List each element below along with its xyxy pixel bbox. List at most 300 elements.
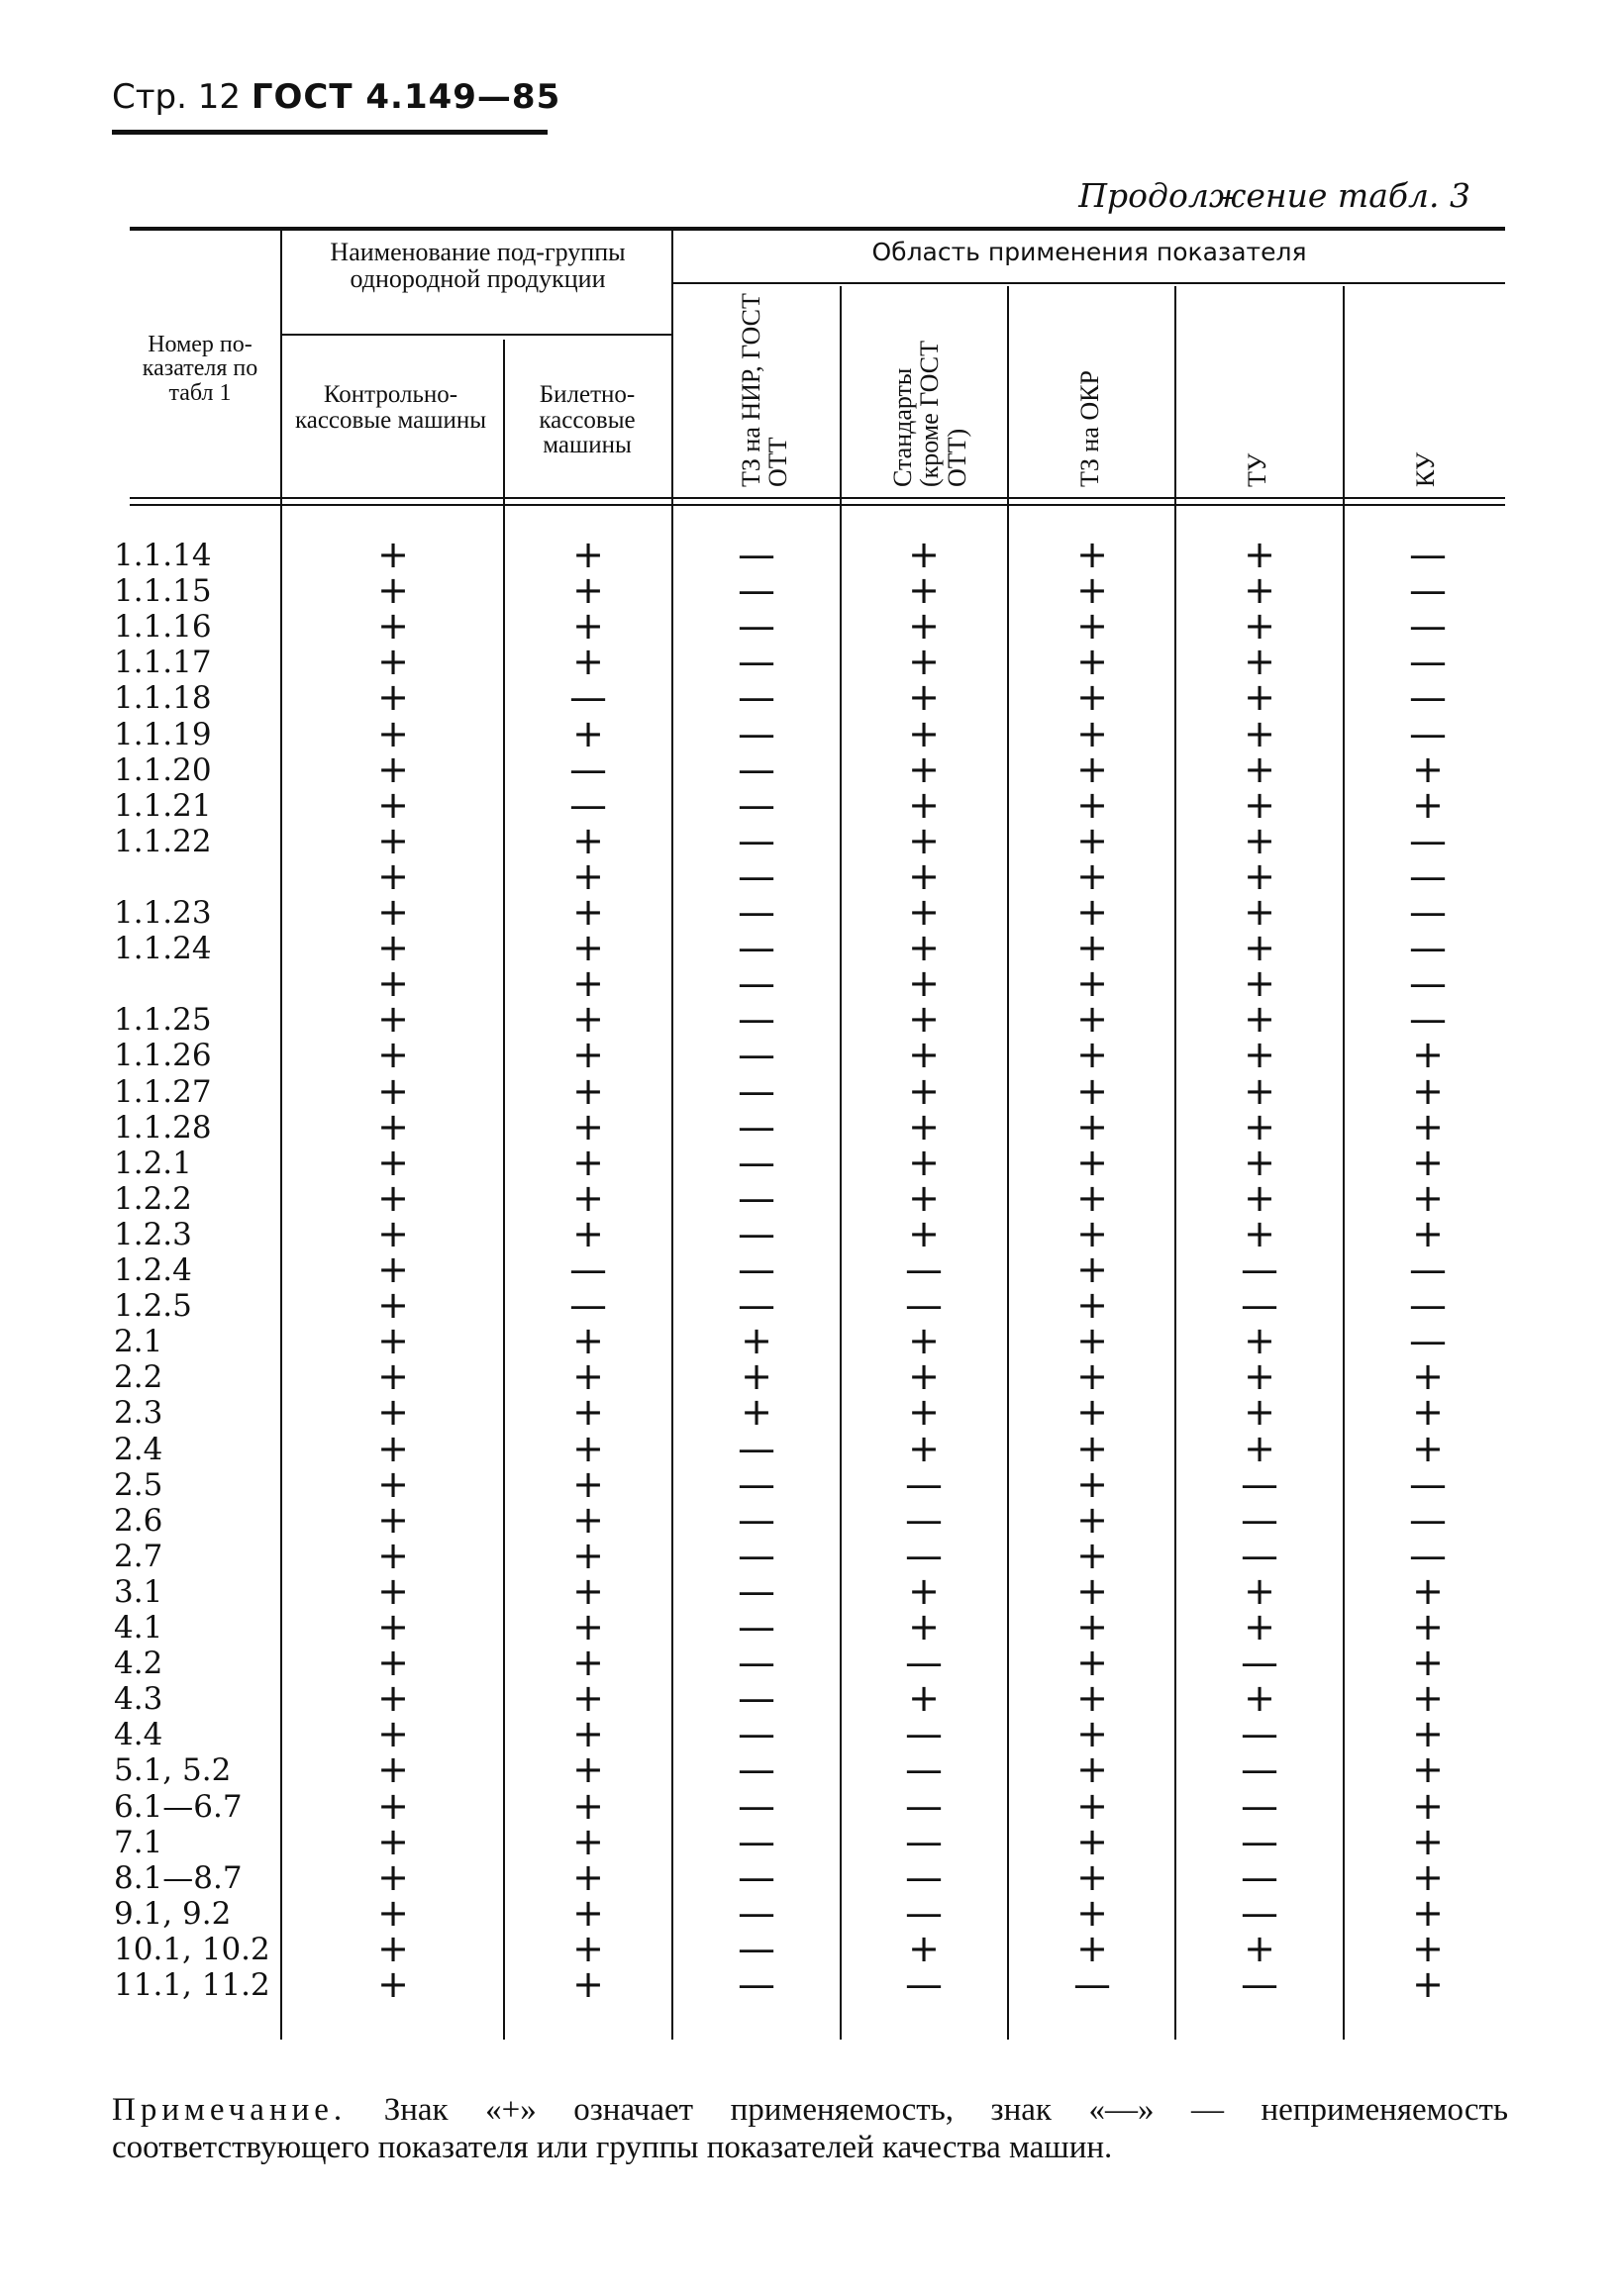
plus-mark: + <box>1244 1140 1275 1184</box>
plus-mark: + <box>908 1354 940 1399</box>
plus-mark: + <box>1244 890 1275 934</box>
dash-mark: — <box>905 1747 943 1792</box>
plus-mark: + <box>377 1068 409 1113</box>
dash-mark: — <box>1241 1783 1278 1828</box>
plus-mark: + <box>1412 1676 1444 1721</box>
row-label: 1.1.22 <box>114 823 212 859</box>
plus-mark: + <box>1076 926 1108 970</box>
plus-mark: + <box>1076 747 1108 791</box>
dash-mark: — <box>738 1605 775 1648</box>
plus-mark: + <box>1244 1568 1275 1613</box>
dash-mark: — <box>1241 1890 1278 1935</box>
dash-mark: — <box>1241 1533 1278 1577</box>
plus-mark: + <box>1412 1890 1444 1935</box>
col-header-tz-nir: ТЗ на НИР, ГОСТ ОТТ <box>737 293 793 487</box>
page-number: Стр. 12 <box>112 77 242 117</box>
dash-mark: — <box>738 1854 775 1899</box>
dash-mark: — <box>1241 1641 1278 1685</box>
plus-mark: + <box>1076 1248 1108 1291</box>
col-header-standards: Стандарты (кроме ГОСТ ОТТ) <box>888 341 971 487</box>
dash-mark: — <box>1409 1497 1447 1542</box>
plus-mark: + <box>1076 675 1108 720</box>
col-header-tu: ТУ <box>1243 452 1271 487</box>
plus-mark: + <box>572 1390 604 1435</box>
dash-mark: — <box>738 1283 775 1328</box>
row-label: 1.1.27 <box>114 1073 212 1110</box>
plus-mark: + <box>1244 926 1275 970</box>
header-bottom-rule <box>130 497 1505 499</box>
row-label: 1.1.14 <box>114 538 212 573</box>
plus-mark: + <box>1244 1175 1275 1220</box>
plus-mark: + <box>1412 1962 1444 2006</box>
plus-mark: + <box>908 1033 940 1077</box>
row-label: 3.1 <box>114 1573 163 1610</box>
plus-mark: + <box>1076 533 1108 576</box>
plus-mark: + <box>1076 1426 1108 1470</box>
dash-mark: — <box>1409 1319 1447 1363</box>
plus-mark: + <box>377 853 409 898</box>
dash-mark: — <box>738 1819 775 1863</box>
standard-number: ГОСТ 4.149—85 <box>251 77 561 117</box>
plus-mark: + <box>572 890 604 934</box>
row-label: 7.1 <box>114 1824 163 1860</box>
row-label: 1.1.20 <box>114 751 212 788</box>
dash-mark: — <box>738 961 775 1006</box>
row-label: 2.2 <box>114 1359 163 1396</box>
dash-mark: — <box>738 1497 775 1542</box>
dash-mark: — <box>905 1533 943 1577</box>
plus-mark: + <box>377 1140 409 1184</box>
dash-mark: — <box>1409 997 1447 1042</box>
plus-mark: + <box>1076 782 1108 827</box>
plus-mark: + <box>377 1497 409 1542</box>
row-label: 4.1 <box>114 1610 163 1646</box>
row-label: 6.1—6.7 <box>114 1788 243 1825</box>
dash-mark: — <box>738 997 775 1042</box>
row-label: 1.1.23 <box>114 895 212 931</box>
plus-mark: + <box>572 1568 604 1613</box>
plus-mark: + <box>1076 1140 1108 1184</box>
table-top-rule <box>130 227 1505 231</box>
plus-mark: + <box>908 1605 940 1648</box>
dash-mark: — <box>738 853 775 898</box>
dash-mark: — <box>1409 675 1447 720</box>
plus-mark: + <box>572 926 604 970</box>
plus-mark: + <box>377 1819 409 1863</box>
plus-mark: + <box>1412 1568 1444 1613</box>
plus-mark: + <box>1076 818 1108 862</box>
dash-mark: — <box>738 1426 775 1470</box>
row-label: 1.2.1 <box>114 1145 192 1181</box>
plus-mark: + <box>1244 1319 1275 1363</box>
col-divider <box>840 286 842 2040</box>
dash-mark: — <box>1241 1747 1278 1792</box>
plus-mark: + <box>1244 818 1275 862</box>
plus-mark: + <box>908 1926 940 1970</box>
dash-mark: — <box>738 711 775 755</box>
plus-mark: + <box>572 1890 604 1935</box>
dash-mark: — <box>905 1283 943 1328</box>
plus-mark: + <box>1076 1854 1108 1899</box>
plus-mark: + <box>377 1533 409 1577</box>
plus-mark: + <box>572 1140 604 1184</box>
plus-mark: + <box>377 1033 409 1077</box>
plus-mark: + <box>1244 1104 1275 1148</box>
plus-mark: + <box>572 1354 604 1399</box>
dash-mark: — <box>569 747 607 791</box>
plus-mark: + <box>908 711 940 755</box>
dash-mark: — <box>1409 1248 1447 1291</box>
plus-mark: + <box>1412 1068 1444 1113</box>
plus-mark: + <box>908 1175 940 1220</box>
plus-mark: + <box>377 1568 409 1613</box>
dash-mark: — <box>738 1068 775 1113</box>
dash-mark: — <box>738 640 775 684</box>
dash-mark: — <box>738 1033 775 1077</box>
plus-mark: + <box>1076 1605 1108 1648</box>
plus-mark: + <box>1412 1605 1444 1648</box>
plus-mark: + <box>1244 533 1275 576</box>
plus-mark: + <box>572 1962 604 2006</box>
dash-mark: — <box>1241 1962 1278 2006</box>
dash-mark: — <box>1409 711 1447 755</box>
plus-mark: + <box>1412 1033 1444 1077</box>
row-label: 1.1.24 <box>114 931 212 967</box>
plus-mark: + <box>1076 1890 1108 1935</box>
plus-mark: + <box>377 1641 409 1685</box>
plus-mark: + <box>572 1068 604 1113</box>
row-label: 11.1, 11.2 <box>114 1967 270 2003</box>
plus-mark: + <box>1412 1641 1444 1685</box>
dash-mark: — <box>1409 640 1447 684</box>
dash-mark: — <box>738 1533 775 1577</box>
dash-mark: — <box>1409 1533 1447 1577</box>
row-label: 10.1, 10.2 <box>114 1931 270 1967</box>
plus-mark: + <box>1076 1926 1108 1970</box>
plus-mark: + <box>1244 1605 1275 1648</box>
plus-mark: + <box>1244 568 1275 613</box>
plus-mark: + <box>1076 1676 1108 1721</box>
dash-mark: — <box>1241 1854 1278 1899</box>
plus-mark: + <box>572 818 604 862</box>
col-divider <box>503 340 505 2040</box>
row-label: 1.2.3 <box>114 1216 192 1252</box>
col-header-kkm: Контрольно-кассовые машины <box>294 381 487 434</box>
page-header <box>112 77 560 117</box>
plus-mark: + <box>377 640 409 684</box>
dash-mark: — <box>1241 1283 1278 1328</box>
row-label: 1.1.26 <box>114 1038 212 1074</box>
header-rule <box>112 130 548 135</box>
plus-mark: + <box>377 1890 409 1935</box>
plus-mark: + <box>377 1354 409 1399</box>
dash-mark: — <box>1409 1461 1447 1506</box>
plus-mark: + <box>1412 1426 1444 1470</box>
plus-mark: + <box>1076 1568 1108 1613</box>
plus-mark: + <box>1076 1533 1108 1577</box>
plus-mark: + <box>572 1497 604 1542</box>
plus-mark: + <box>1076 1461 1108 1506</box>
plus-mark: + <box>1076 853 1108 898</box>
row-label: 2.5 <box>114 1466 163 1503</box>
plus-mark: + <box>572 1104 604 1148</box>
row-label: 2.3 <box>114 1395 163 1432</box>
plus-mark: + <box>377 1390 409 1435</box>
plus-mark: + <box>1412 1354 1444 1399</box>
plus-mark: + <box>1244 1926 1275 1970</box>
dash-mark: — <box>738 1568 775 1613</box>
dash-mark: — <box>738 1926 775 1970</box>
dash-mark: — <box>905 1248 943 1291</box>
plus-mark: + <box>1244 1068 1275 1113</box>
plus-mark: + <box>1076 1283 1108 1328</box>
row-label: 1.1.17 <box>114 645 212 681</box>
dash-mark: — <box>738 1211 775 1255</box>
dash-mark: — <box>738 1676 775 1721</box>
plus-mark: + <box>1244 640 1275 684</box>
plus-mark: + <box>377 675 409 720</box>
dash-mark: — <box>738 675 775 720</box>
plus-mark: + <box>908 961 940 1006</box>
plus-mark: + <box>741 1354 772 1399</box>
plus-mark: + <box>572 853 604 898</box>
area-subheader-rule <box>671 282 1505 284</box>
plus-mark: + <box>908 1319 940 1363</box>
plus-mark: + <box>1076 1712 1108 1756</box>
dash-mark: — <box>1241 1819 1278 1863</box>
plus-mark: + <box>377 1461 409 1506</box>
plus-mark: + <box>1076 1390 1108 1435</box>
plus-mark: + <box>377 1783 409 1828</box>
plus-mark: + <box>377 1426 409 1470</box>
plus-mark: + <box>377 1962 409 2006</box>
plus-mark: + <box>572 1712 604 1756</box>
row-label: 1.2.4 <box>114 1252 192 1288</box>
dash-mark: — <box>738 782 775 827</box>
plus-mark: + <box>1244 1676 1275 1721</box>
plus-mark: + <box>572 1747 604 1792</box>
plus-mark: + <box>1244 711 1275 755</box>
area-header: Область применения показателя <box>871 238 1307 266</box>
col-header-tz-okr: ТЗ на ОКР <box>1075 370 1104 487</box>
plus-mark: + <box>377 1926 409 1970</box>
row-label: 1.2.5 <box>114 1288 192 1325</box>
plus-mark: + <box>1244 782 1275 827</box>
plus-mark: + <box>741 1319 772 1363</box>
dash-mark: — <box>738 1890 775 1935</box>
plus-mark: + <box>1244 853 1275 898</box>
row-label: 2.7 <box>114 1538 163 1574</box>
plus-mark: + <box>1412 1140 1444 1184</box>
dash-mark: — <box>738 568 775 613</box>
plus-mark: + <box>908 604 940 649</box>
dash-mark: — <box>1409 533 1447 576</box>
plus-mark: + <box>908 782 940 827</box>
row-label: 2.1 <box>114 1324 163 1360</box>
plus-mark: + <box>1412 1926 1444 1970</box>
note-lead: Примечание. <box>112 2092 348 2128</box>
plus-mark: + <box>377 747 409 791</box>
plus-mark: + <box>377 1104 409 1148</box>
row-label: 1.1.19 <box>114 716 212 752</box>
plus-mark: + <box>1076 1175 1108 1220</box>
row-label: 1.1.15 <box>114 573 212 610</box>
plus-mark: + <box>572 1211 604 1255</box>
plus-mark: + <box>908 1390 940 1435</box>
row-label: 1.1.16 <box>114 609 212 646</box>
plus-mark: + <box>1076 1747 1108 1792</box>
plus-mark: + <box>572 640 604 684</box>
plus-mark: + <box>1412 1211 1444 1255</box>
plus-mark: + <box>377 1854 409 1899</box>
dash-mark: — <box>1073 1962 1111 2006</box>
plus-mark: + <box>572 1461 604 1506</box>
plus-mark: + <box>1412 1783 1444 1828</box>
plus-mark: + <box>908 1104 940 1148</box>
plus-mark: + <box>1076 1497 1108 1542</box>
row-label: 2.6 <box>114 1502 163 1539</box>
plus-mark: + <box>1076 1819 1108 1863</box>
plus-mark: + <box>1076 1211 1108 1255</box>
plus-mark: + <box>1412 1854 1444 1899</box>
table-caption: Продолжение табл. 3 <box>1078 176 1470 215</box>
plus-mark: + <box>1076 961 1108 1006</box>
plus-mark: + <box>741 1390 772 1435</box>
dash-mark: — <box>905 1819 943 1863</box>
dash-mark: — <box>1241 1248 1278 1291</box>
plus-mark: + <box>1244 1390 1275 1435</box>
plus-mark: + <box>908 1676 940 1721</box>
plus-mark: + <box>908 926 940 970</box>
dash-mark: — <box>569 782 607 827</box>
plus-mark: + <box>377 961 409 1006</box>
dash-mark: — <box>738 890 775 934</box>
plus-mark: + <box>908 853 940 898</box>
plus-mark: + <box>377 1175 409 1220</box>
dash-mark: — <box>905 1712 943 1756</box>
plus-mark: + <box>1412 1175 1444 1220</box>
dash-mark: — <box>569 675 607 720</box>
plus-mark: + <box>572 1533 604 1577</box>
plus-mark: + <box>1076 1104 1108 1148</box>
dash-mark: — <box>905 1890 943 1935</box>
plus-mark: + <box>1244 675 1275 720</box>
plus-mark: + <box>572 1175 604 1220</box>
plus-mark: + <box>908 533 940 576</box>
plus-mark: + <box>377 997 409 1042</box>
row-label: 9.1, 9.2 <box>114 1895 232 1932</box>
dash-mark: — <box>738 1712 775 1756</box>
row-label: 4.4 <box>114 1717 163 1753</box>
plus-mark: + <box>572 1605 604 1648</box>
col-divider <box>671 230 673 2040</box>
dash-mark: — <box>905 1854 943 1899</box>
plus-mark: + <box>572 533 604 576</box>
dash-mark: — <box>738 533 775 576</box>
plus-mark: + <box>572 1819 604 1863</box>
plus-mark: + <box>377 1248 409 1291</box>
group-header: Наименование под-группы однородной продукции <box>330 238 626 293</box>
dash-mark: — <box>738 1104 775 1148</box>
plus-mark: + <box>1244 1033 1275 1077</box>
plus-mark: + <box>1076 1783 1108 1828</box>
col-header-bkm: Билетно-кассовые машины <box>539 381 636 458</box>
plus-mark: + <box>1076 568 1108 613</box>
row-label: 1.1.25 <box>114 1002 212 1039</box>
plus-mark: + <box>1244 1426 1275 1470</box>
plus-mark: + <box>377 1605 409 1648</box>
plus-mark: + <box>908 1426 940 1470</box>
plus-mark: + <box>572 961 604 1006</box>
plus-mark: + <box>908 890 940 934</box>
row-label: 2.4 <box>114 1431 163 1467</box>
plus-mark: + <box>377 604 409 649</box>
plus-mark: + <box>1244 747 1275 791</box>
table-note <box>112 2092 1508 2167</box>
plus-mark: + <box>572 568 604 613</box>
plus-mark: + <box>572 1641 604 1685</box>
plus-mark: + <box>1076 890 1108 934</box>
dash-mark: — <box>569 1283 607 1328</box>
plus-mark: + <box>572 1926 604 1970</box>
note-text: Знак «+» означает применяемость, знак «—» — неприменяемость соответствующего показателя или группы показателей качества машин. <box>112 2092 1508 2165</box>
dash-mark: — <box>738 747 775 791</box>
dash-mark: — <box>569 1248 607 1291</box>
plus-mark: + <box>377 1211 409 1255</box>
dash-mark: — <box>905 1497 943 1542</box>
plus-mark: + <box>572 1033 604 1077</box>
plus-mark: + <box>908 997 940 1042</box>
dash-mark: — <box>1409 1283 1447 1328</box>
dash-mark: — <box>738 1140 775 1184</box>
dash-mark: — <box>1409 568 1447 613</box>
plus-mark: + <box>377 1747 409 1792</box>
plus-mark: + <box>572 1783 604 1828</box>
col-header-ku: КУ <box>1411 451 1440 487</box>
dash-mark: — <box>738 604 775 649</box>
plus-mark: + <box>377 1676 409 1721</box>
row-label: 8.1—8.7 <box>114 1859 243 1896</box>
plus-mark: + <box>377 1712 409 1756</box>
row-label: 1.1.18 <box>114 680 212 717</box>
plus-mark: + <box>572 1319 604 1363</box>
plus-mark: + <box>1076 1033 1108 1077</box>
plus-mark: + <box>377 1319 409 1363</box>
plus-mark: + <box>1076 1068 1108 1113</box>
plus-mark: + <box>1244 1354 1275 1399</box>
plus-mark: + <box>377 818 409 862</box>
dash-mark: — <box>1409 604 1447 649</box>
dash-mark: — <box>738 1641 775 1685</box>
dash-mark: — <box>738 1962 775 2006</box>
plus-mark: + <box>1412 1712 1444 1756</box>
dash-mark: — <box>1409 926 1447 970</box>
plus-mark: + <box>1076 640 1108 684</box>
plus-mark: + <box>1412 1104 1444 1148</box>
dash-mark: — <box>1241 1461 1278 1506</box>
dash-mark: — <box>738 1747 775 1792</box>
plus-mark: + <box>1076 997 1108 1042</box>
plus-mark: + <box>1412 1747 1444 1792</box>
dash-mark: — <box>738 1175 775 1220</box>
plus-mark: + <box>572 1426 604 1470</box>
plus-mark: + <box>1244 997 1275 1042</box>
plus-mark: + <box>1076 1319 1108 1363</box>
dash-mark: — <box>738 1783 775 1828</box>
plus-mark: + <box>908 640 940 684</box>
plus-mark: + <box>1076 711 1108 755</box>
plus-mark: + <box>1412 1819 1444 1863</box>
